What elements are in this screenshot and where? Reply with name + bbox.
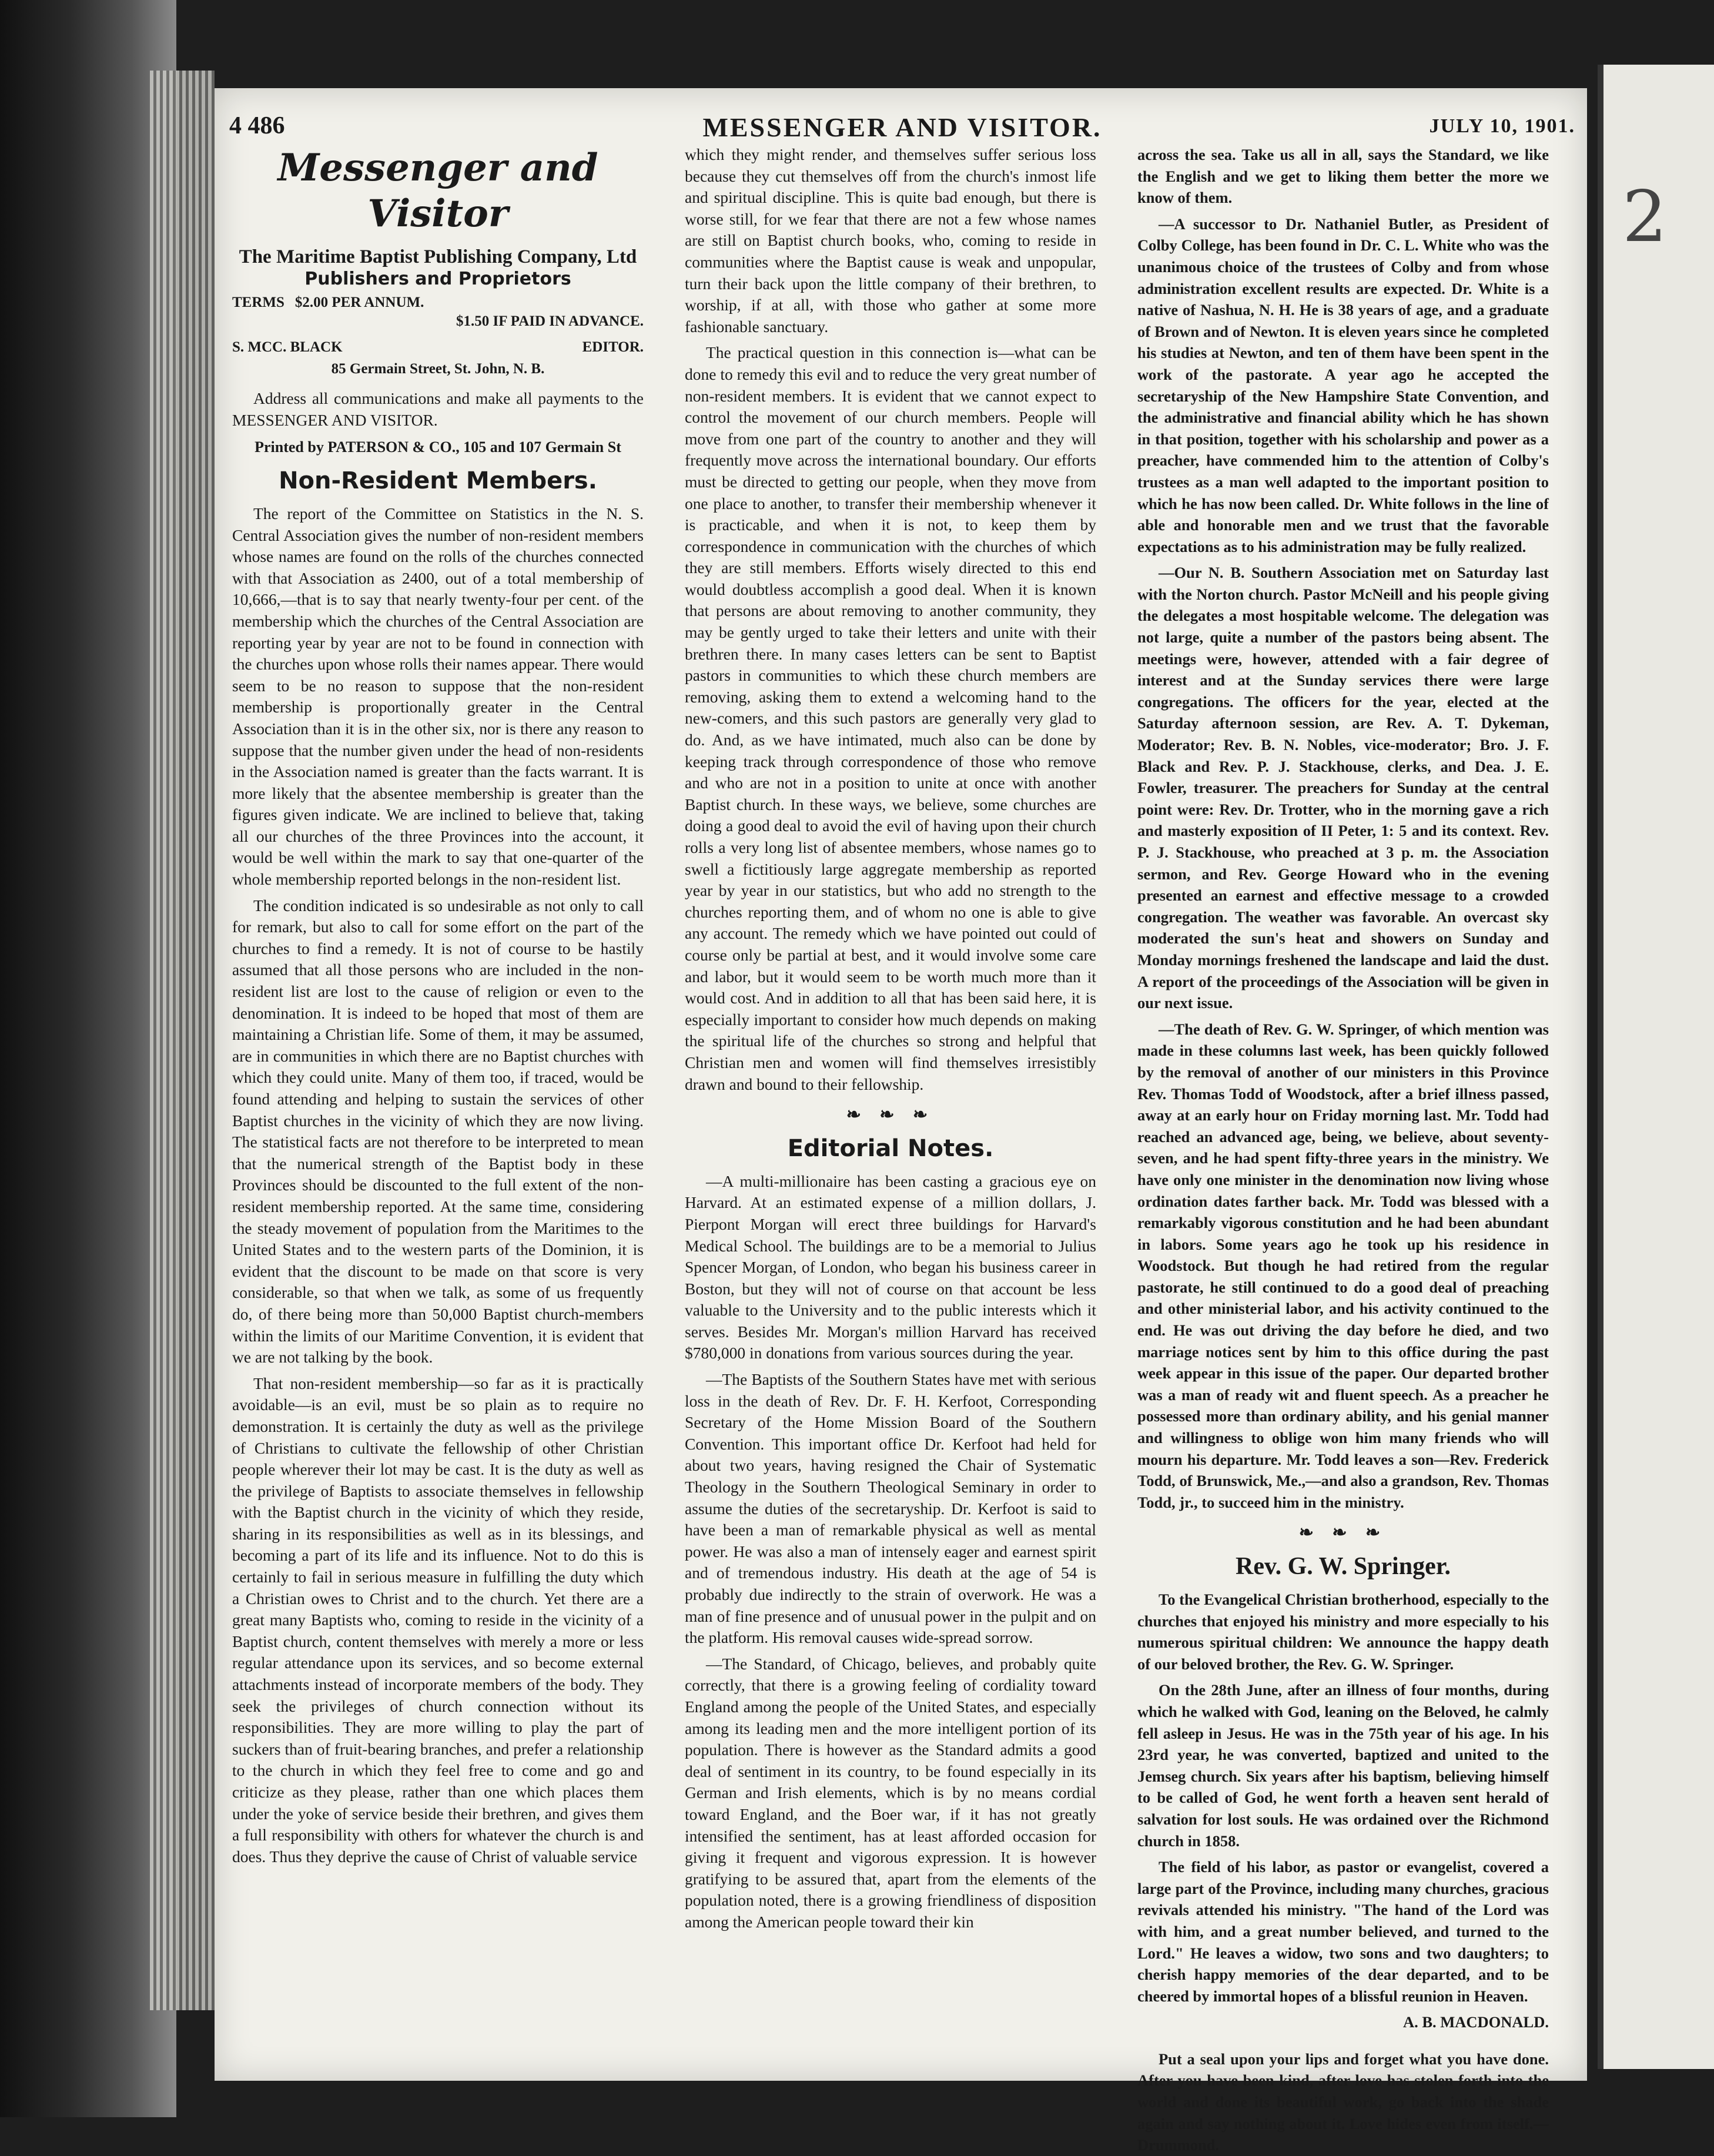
issue-date: JULY 10, 1901. — [1429, 115, 1575, 137]
masthead-notice: Address all communications and make all payments to the MESSENGER AND VISITOR. — [232, 389, 644, 429]
article-paragraph: The condition indicated is so undesirable as not only to call for remark, but also to call for some effort on the part of the churches to find a remedy. It is not of course to be hastily assumed that all those persons who are included in the non-resident list are lost to the cause of religion or even to the denomination. It is indeed to be hoped that most of them are maintaining a Christian life. Some of them, it may be assumed, are in communities in which there are no Baptist churches with which they could unite. Many of them too, if traced, would be found attending and helping to sustain the services of other Baptist churches in the vicinity of which they are now living. The statistical facts are not therefore to be interpreted to mean that the numerical strength of the Baptist body in these Provinces should be discounted to the full extent of the non-resident membership reported. At the same time, considering the steady movement of population from the Maritimes to the United States and to the western parts of the Dominion, it is evident that the discount to be made on that score is very considerable, so that when we talk, as some of us frequently do, of there being more than 50,000 Baptist church-members within the limits of our Maritime Convention, it is evident that we are not talking by the book. — [232, 896, 644, 1367]
note-paragraph: —A multi-millionaire has been casting a gracious eye on Harvard. At an estimated expense of a million dollars, J. Pierpont Morgan will erect three buildings for Harvard's Medical School. The buildings are to be a memorial to Julius Spencer Morgan, of London, who began his business career in Boston, but they will not of course on that account be less valuable to the University and to the public interests which it serves. Besides Mr. Morgan's million Harvard has received $780,000 in donations from various sources during the year. — [685, 1171, 1096, 1362]
note-paragraph: across the sea. Take us all in all, says the Standard, we like the English and we get to liking them better the more we know of them. — [1137, 146, 1549, 207]
page-number: 4 486 — [229, 112, 285, 139]
ornament-divider: ❧ ❧ ❧ — [846, 1105, 935, 1125]
springer-paragraph: To the Evangelical Christian brotherhood, especially to the churches that enjoyed his ministry and more especially to his numerous spiritual children: We announce the happy death of our beloved brother, the Rev. G. W. Springer. — [1137, 1591, 1549, 1673]
terms-line-2: $1.50 IF PAID IN ADVANCE. — [456, 313, 644, 329]
editorial-notes-heading: Editorial Notes. — [787, 1134, 994, 1162]
article-paragraph: which they might render, and themselves suffer serious loss because they cut themselves off from the church's inmost life and spiritual discipline. This is quite bad enough, but there is worse still, for we fear that there are not a few whose names are still on Baptist church books, who, coming to reside in communities where the Baptist cause is weak and unpopular, turn their back upon the little company of their brethren, to worship, if at all, with those who gather at some more fashionable sanctuary. — [685, 145, 1096, 336]
column-2 — [685, 144, 1096, 2048]
note-paragraph: —The Baptists of the Southern States have met with serious loss in the death of Rev. Dr. F. H. Kerfoot, Corresponding Secretary of the Home Mission Board of the Southern Convention. This important office Dr. Kerfoot had held for about two years, having resigned the Chair of Systematic Theology in the Southern Theological Seminary in order to assume the duties of the secretaryship. Dr. Kerfoot is said to have been a man of remarkable physical as well as mental power. He was also a man of intensely eager and earnest spirit and of tremendous industry. His death at the age of 54 is probably due indirectly to the strain of overwork. He was a man of fine presence and of unusual power in the pulpit and on the platform. His removal causes wide-spread sorrow. — [685, 1370, 1096, 1647]
note-paragraph: —The Standard, of Chicago, believes, and probably quite correctly, that there is a growing feeling of cordiality toward England among the people of the United States, and especially among its leading men and the more intelligent portion of its population. There is however as the Standard admits a good deal of sentiment in its country, to be found especially in its German and Irish elements, which is by no means cordial toward England, and the Boer war, if it has not greatly intensified the sentiment, has at least afforded occasion for giving it frequent and vigorous expression. It is however gratifying to be assured that, apart from the elements of the population noted, there is a growing friendliness of disposition among the American people toward their kin — [685, 1654, 1096, 1931]
signature: A. B. MACDONALD. — [1402, 2013, 1549, 2031]
springer-paragraph: On the 28th June, after an illness of four months, during which he walked with God, leaning on the Beloved, he calmly fell asleep in Jesus. He was in the 75th year of his age. In his 23rd year, he was converted, baptized and united to the Jemseg church. Six years after his baptism, believing himself to be called of God, he went forth a heaven sent herald of salvation for lost souls. He was ordained over the Richmond church in 1858. — [1137, 1681, 1549, 1850]
closing-quote: Put a seal upon your lips and forget what you have done. After you have been kind, after love has stolen forth into the world and done its beautiful work, go back into the shade again and say nothing about it. Love hides even from itself.—Drummond. — [1137, 2050, 1549, 2154]
masthead-publishers: Publishers and Proprietors — [304, 269, 571, 289]
masthead-address: 85 Germain Street, St. John, N. B. — [331, 360, 545, 377]
masthead-company: The Maritime Baptist Publishing Company, Ltd — [239, 246, 637, 267]
editor-label: EDITOR. — [582, 339, 644, 355]
note-paragraph: —A successor to Dr. Nathaniel Butler, as President of Colby College, has been found in Dr. C. L. White who was the unanimous choice of the trustees of Colby and from whose administration excellent results are expected. Dr. White is a native of Nashua, N. H. He is 38 years of age, and a graduate of Brown and of Newton. It is eleven years since he completed his studies at Newton, and ten of them have been spent in the work of the pastorate. A year ago he accepted the secretaryship of the New Hampshire State Convention, and the administrative and financial ability which he has shown in that position, together with his scholarship and power as a preacher, have commended him to the attention of Colby's trustees as a man well adapted to the important position to which he has now been called. Dr. White follows in the line of able and honorable men and we trust that the favorable expectations as to his administration may be fully realized. — [1137, 215, 1549, 555]
adjacent-page — [1598, 65, 1714, 2069]
note-paragraph: —The death of Rev. G. W. Springer, of which mention was made in these columns last week, has been quickly followed by the removal of another of our ministers in this Province Rev. Thomas Todd of Woodstock, after a brief illness passed, away at an early hour on Friday morning last. Mr. Todd had reached an advanced age, being, we believe, about seventy-seven, and he had spent fifty-three years in the ministry. We have only one minister in the denomination now living whose ordination dates farther back. Mr. Todd was blessed with a remarkably vigorous constitution and he had been abundant in labors. Some years ago he took up his residence in Woodstock. But though he had retired from the regular pastorate, he still continued to do a good deal of preaching and other ministerial labor, and his activity continued to the end. He was out driving the day before he died, and two marriage notices sent by him to this office during the past week appear in this issue of the paper. Our departed brother was a man of ready wit and fluent speech. As a preacher he possessed more than ordinary ability, and his genial manner and willingness to oblige won him many friends who will mourn his departure. Mr. Todd leaves a son—Rev. Frederick Todd, of Brunswick, Me.,—and also a grandson, Rev. Thomas Todd, jr., to succeed him in the ministry. — [1137, 1020, 1549, 1511]
masthead-terms — [232, 293, 644, 331]
masthead-title: Messenger and Visitor — [277, 146, 598, 236]
article-paragraph: That non-resident membership—so far as it is practically avoidable—is an evil, must be so plain as to require no demonstration. It is certainly the duty as well as the privilege of Christians to cultivate the fellowship of other Christian people wherever their lot may be cast. It is the duty as well as the privilege of Baptists to associate themselves in fellowship with the Baptist church in the vicinity of which they reside, sharing in its responsibilities as well as in its blessings, and becoming a part of its life and its influence. Not to do this is certainly to fail in serious measure in fulfilling the duty which a Christian owes to Christ and to the church. Yet there are a great many Baptists who, coming to reside in the vicinity of a Baptist church, content themselves with merely a more or less regular attendance upon its services, and so become external attachments instead of incorporate members of the body. They seek the privileges of church connection without its responsibilities. They are more willing to play the part of suckers than of fruit-bearing branches, and prefer a relationship to the church in which they feel free to come and go and criticize as they please, rather than one which places them under the yoke of service beside their brethren, and gives them a full responsibility with others for whatever the church is and does. Thus they deprive the cause of Christ of valuable service — [232, 1374, 644, 1866]
editor-name: S. MCC. BLACK — [232, 339, 343, 355]
springer-paragraph: The field of his labor, as pastor or evangelist, covered a large part of the Province, including many churches, gracious revivals attended his ministry. "The hand of the Lord was with him, and a great number believed, and turned to the Lord." He leaves a widow, two sons and two daughters; to cherish happy memories of the dear departed, and to be cheered by immortal hopes of a blissful reunion in Heaven. — [1137, 1858, 1549, 2005]
margin-mark: 2 — [1622, 176, 1668, 258]
terms-label: TERMS — [232, 294, 284, 310]
terms-line-1: $2.00 PER ANNUM. — [294, 294, 424, 310]
masthead-editor — [232, 337, 644, 359]
column-3 — [1137, 144, 1549, 2154]
article-paragraph: The practical question in this connection is—what can be done to remedy this evil and to reduce the very great number of non-resident members. It is evident that we cannot expect to control the movement of our church members. People will move from one part of the country to another and they will frequently move across the international boundary. Our efforts must be directed to getting our people, when they move from one place to another, to transfer their membership whenever it is practicable, and when it is not, to keep them by correspondence in communication with the churches of which they are still members. Efforts wisely directed to this end would doubtless accomplish a good deal. When it is known that persons are about removing to another community, they may be gently urged to take their letters and unite with their brethren there. In many cases letters can be sent to Baptist pastors in communities to which these church members are removing, asking them to extend a welcoming hand to the new-comers, and this such pastors are generally very glad to do. And, as we have intimated, much also can be done by keeping track through correspondence of those who remove and who are not in a position to unite at once with another Baptist church. In these ways, we believe, some churches are doing a good deal to avoid the evil of having upon their church rolls a very long list of absentee members, whose names go to swell a fictitiously large aggregate membership as reported year by year in our statistics, but who add no strength to the churches reporting them, and of whom no one is able to give any account. The remedy which we have pointed out could of course only be partial at best, and it would involve some care and labor, but it would seem to be worth much more than it would cost. And in addition to all that has been said here, it is especially important to consider how much depends on making the spiritual life of the churches so strong and helpful that Christian men and women will find themselves irresistibly drawn and bound to their fellowship. — [685, 343, 1096, 1093]
article-paragraph: The report of the Committee on Statistics in the N. S. Central Association gives the number of non-resident members whose names are found on the rolls of the churches connected with that Association as 2400, out of a total membership of 10,666,—that is to say that nearly twenty-four per cent. of the membership which the churches of the Central Association are reporting year by year are not to be found in connection with the churches upon whose rolls their names appear. There would seem to be no reason to suppose that the non-resident membership is proportionally greater in the Central Association than it is in the other six, nor is there any reason to suppose that the number given under the head of non-residents in the Association named is greater than the facts warrant. It is more likely that the absentee membership is greater than the figures given indicate. We are inclined to believe that, taking all our churches of the three Provinces into the account, it would be well within the mark to say that one-quarter of the whole membership reported belongs in the non-resident list. — [232, 504, 644, 889]
article-heading: Non-Resident Members. — [279, 467, 597, 494]
ornament-divider: ❧ ❧ ❧ — [1298, 1523, 1388, 1543]
note-paragraph: —Our N. B. Southern Association met on Saturday last with the Norton church. Pastor McNeill and his people giving the delegates a most hospitable welcome. The delegation was not large, quite a number of the pastors being absent. The meetings were, however, attended with a fair degree of interest and at the Sunday services there were large congregations. The officers for the year, elected at the Saturday afternoon session, are Rev. A. T. Dykeman, Moderator; Rev. B. N. Nobles, vice-moderator; Bro. J. F. Black and Rev. P. J. Stackhouse, clerks, and Dea. J. E. Fowler, treasurer. The preachers for Sunday at the central point were: Rev. Dr. Trotter, who in the morning gave a rich and masterly exposition of II Peter, 1: 5 and its context. Rev. P. J. Stackhouse, who preached at 3 p. m. the Association sermon, and Rev. George Howard who in the evening presented an earnest and effective message to a crowded congregation. The weather was favorable. An overcast sky moderated the sun's heat and showers on Sunday and Monday mornings freshened the landscape and laid the dust. A report of the proceedings of the Association will be given in our next issue. — [1137, 564, 1549, 1012]
newspaper-page — [215, 88, 1587, 2154]
page-edges — [150, 71, 215, 2010]
column-1 — [232, 144, 644, 2048]
masthead-printer: Printed by PATERSON & CO., 105 and 107 Germain St — [255, 438, 621, 456]
paper-title: MESSENGER AND VISITOR. — [702, 112, 1102, 142]
springer-heading: Rev. G. W. Springer. — [1235, 1553, 1451, 1580]
